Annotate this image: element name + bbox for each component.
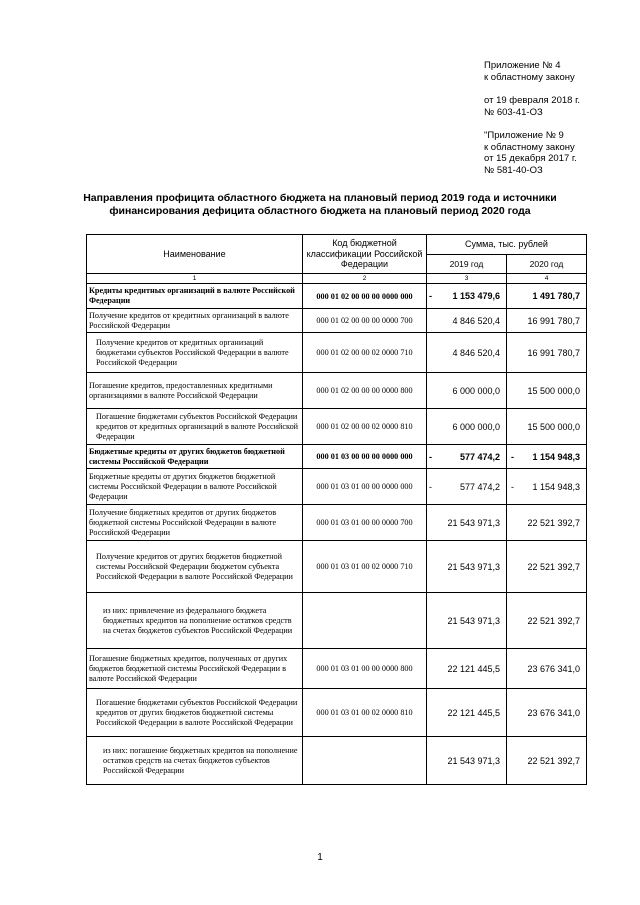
row-name: Получение кредитов от кредитных организаций в валюте Российской Федерации — [87, 309, 303, 333]
table-row — [87, 593, 587, 649]
row-name: Кредиты кредитных организаций в валюте Российской Федерации — [87, 284, 303, 309]
value-2019: 577 474,2 — [459, 481, 500, 492]
table-row — [87, 469, 587, 505]
value-2019: 22 121 445,5 — [447, 707, 500, 718]
table-row — [87, 333, 587, 373]
header-code: Код бюджетной классификации Российской Федерации — [303, 235, 427, 274]
row-code: 000 01 03 01 00 00 0000 800 — [303, 649, 427, 689]
row-code: 000 01 03 01 00 02 0000 710 — [303, 541, 427, 593]
table-row — [87, 284, 587, 309]
annex-line: № 581-40-ОЗ — [484, 164, 543, 176]
value-2020: 16 991 780,7 — [527, 315, 581, 326]
row-code: 000 01 02 00 00 02 0000 710 — [303, 333, 427, 373]
value-2020: 22 521 392,7 — [527, 561, 581, 572]
header-2019: 2019 год — [427, 254, 507, 274]
value-sign: - — [511, 451, 514, 462]
value-2019: 21 543 971,3 — [447, 755, 500, 766]
row-name: Получение бюджетных кредитов от других бюджетов бюджетной системы Российской Федерации в валюте Российской Федерации — [87, 505, 303, 541]
row-code — [303, 737, 427, 785]
value-2019: 21 543 971,3 — [447, 615, 500, 626]
value-sign: - — [429, 291, 432, 301]
value-2019: 21 543 971,3 — [447, 561, 500, 572]
row-name: Получение кредитов от кредитных организаций бюджетами субъектов Российской Федерации в валюте Российской Федерации — [87, 333, 303, 373]
column-number: 4 — [507, 274, 587, 284]
value-2020: 22 521 392,7 — [527, 517, 581, 528]
table-row — [87, 737, 587, 785]
value-2019: 4 846 520,4 — [452, 315, 500, 326]
row-code: 000 01 03 00 00 00 0000 000 — [303, 445, 427, 469]
value-2020: 23 676 341,0 — [527, 707, 581, 718]
row-code: 000 01 02 00 00 02 0000 810 — [303, 409, 427, 445]
value-2020: 1 154 948,3 — [532, 451, 581, 462]
annex-header — [484, 60, 634, 176]
header-sum: Сумма, тыс. рублей — [427, 235, 587, 255]
value-sign: - — [429, 481, 432, 492]
value-2019: 1 153 479,6 — [452, 291, 500, 301]
row-name: Погашение кредитов, предоставленных кредитными организациями в валюте Российской Федерации — [87, 373, 303, 409]
value-2020: 23 676 341,0 — [527, 663, 581, 674]
column-number: 1 — [87, 274, 303, 284]
row-code: 000 01 03 01 00 02 0000 810 — [303, 689, 427, 737]
row-code: 000 01 02 00 00 00 0000 000 — [303, 284, 427, 309]
row-name: Получение кредитов от других бюджетов бюджетной системы Российской Федерации бюджетом субъекта Российской Федерации в валюте Российской Федерации — [87, 541, 303, 593]
column-number: 2 — [303, 274, 427, 284]
page-number: 1 — [317, 852, 323, 863]
value-2020: 22 521 392,7 — [527, 615, 581, 626]
table-row — [87, 409, 587, 445]
annex-line: от 15 декабря 2017 г. — [484, 153, 577, 164]
table-row — [87, 541, 587, 593]
annex-line: к областному закону — [484, 141, 575, 153]
value-2019: 577 474,2 — [459, 451, 500, 462]
header-name: Наименование — [87, 235, 303, 274]
row-code: 000 01 03 01 00 00 0000 000 — [303, 469, 427, 505]
value-sign: - — [429, 451, 432, 462]
value-2020: 16 991 780,7 — [527, 347, 581, 358]
value-2020: 15 500 000,0 — [527, 385, 581, 396]
table-row — [87, 373, 587, 409]
table-row — [87, 309, 587, 333]
budget-table — [86, 234, 587, 785]
value-2020: 15 500 000,0 — [527, 421, 581, 432]
annex-line: от 19 февраля 2018 г. — [484, 95, 581, 106]
annex-line: к областному закону — [484, 71, 575, 83]
row-name: Погашение бюджетных кредитов, полученных от других бюджетов бюджетной системы Российской Федерации в валюте Российской Федерации — [87, 649, 303, 689]
value-2020: 22 521 392,7 — [527, 755, 581, 766]
row-name: Бюджетные кредиты от других бюджетов бюджетной системы Российской Федерации в валюте Российской Федерации — [87, 469, 303, 505]
column-number: 3 — [427, 274, 507, 284]
row-code — [303, 593, 427, 649]
table-row — [87, 445, 587, 469]
row-name: из них: погашение бюджетных кредитов на пополнение остатков средств на счетах бюджетов субъектов Российской Федерации — [87, 737, 303, 785]
table-row — [87, 649, 587, 689]
table-row — [87, 505, 587, 541]
value-2019: 6 000 000,0 — [452, 421, 500, 432]
row-name: Погашение бюджетами субъектов Российской Федерации кредитов от других бюджетов бюджетной системы Российской Федерации в валюте Российской Федерации — [87, 689, 303, 737]
value-2019: 22 121 445,5 — [447, 663, 500, 674]
value-2019: 4 846 520,4 — [452, 347, 500, 358]
row-name: из них: привлечение из федерального бюджета бюджетных кредитов на пополнение остатков средств на счетах бюджетов субъектов Российской Федерации — [87, 593, 303, 649]
row-code: 000 01 02 00 00 00 0000 800 — [303, 373, 427, 409]
annex-line: "Приложение № 9 — [484, 130, 564, 141]
row-name: Бюджетные кредиты от других бюджетов бюджетной системы Российской Федерации — [87, 445, 303, 469]
value-2019: 6 000 000,0 — [452, 385, 500, 396]
row-name: Погашение бюджетами субъектов Российской Федерации кредитов от кредитных организаций в валюте Российской Федерации — [87, 409, 303, 445]
value-2020: 1 154 948,3 — [532, 481, 581, 492]
header-2020: 2020 год — [507, 254, 587, 274]
annex-line: № 603-41-ОЗ — [484, 106, 543, 118]
row-code: 000 01 03 01 00 00 0000 700 — [303, 505, 427, 541]
value-sign: - — [511, 481, 514, 492]
table-row — [87, 689, 587, 737]
row-code: 000 01 02 00 00 00 0000 700 — [303, 309, 427, 333]
annex-line: Приложение № 4 — [484, 60, 561, 71]
document-title: Направления профицита областного бюджета на плановый период 2019 года и источники финансирования дефицита областного бюджета на плановый период 2020 года — [83, 192, 557, 217]
value-2019: 21 543 971,3 — [447, 517, 500, 528]
value-2020: 1 491 780,7 — [532, 291, 581, 301]
